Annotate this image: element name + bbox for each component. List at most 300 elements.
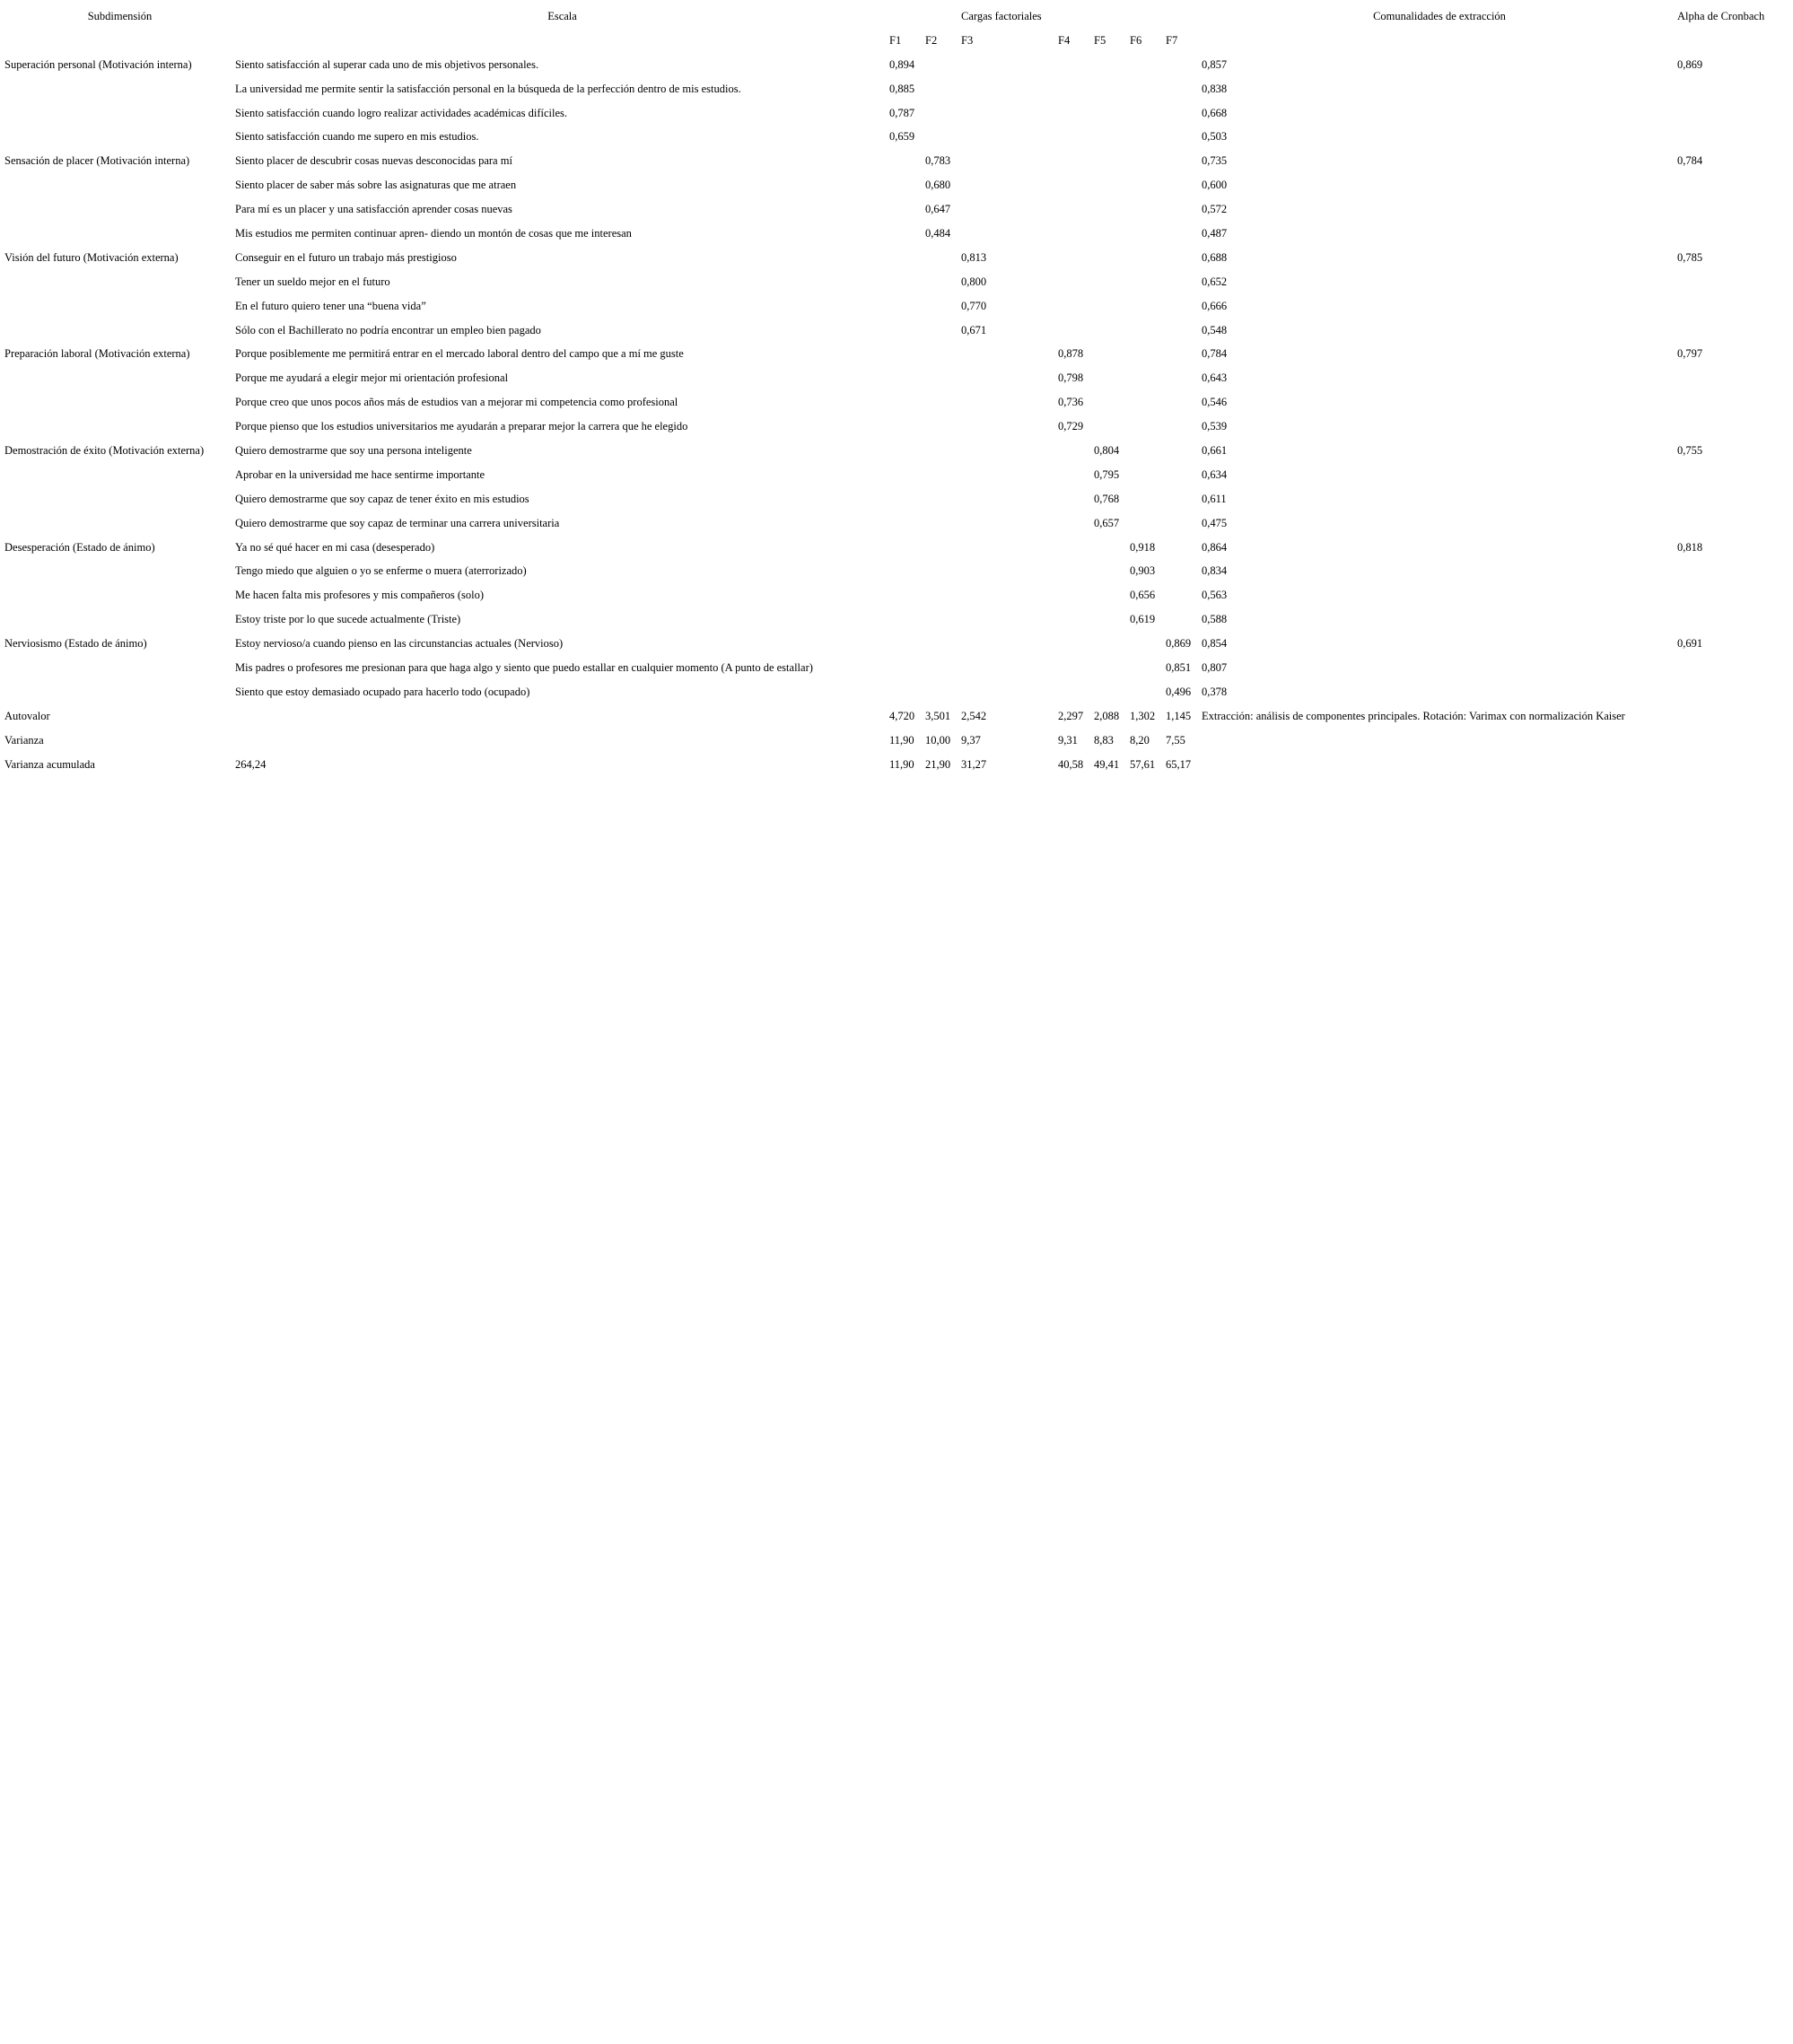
summary-f4-cell: 9,31 [1058,733,1078,747]
loading-f2-cell [925,634,961,659]
header-alpha: Alpha de Cronbach [1677,10,1765,22]
loading-f5-cell [1094,249,1130,273]
subdimension-cell [4,417,235,441]
loading-f7-cell [1166,441,1202,466]
loading-f1-cell [889,393,925,417]
loading-f7-cell [1166,176,1202,200]
loading-f5-cell: 0,804 [1094,444,1120,458]
summary-f3-cell: 9,37 [961,733,981,747]
loading-f1-cell [889,683,925,707]
loading-f3-cell [961,490,1058,514]
communality-cell: 0,600 [1202,179,1228,192]
loading-f5-cell [1094,224,1130,249]
loading-f2-cell [925,80,961,104]
table-row [4,586,1785,610]
header-scale: Escala [547,10,577,22]
loading-f6-cell [1130,273,1166,297]
loading-f2-cell [925,466,961,490]
scale-item-cell: Tengo miedo que alguien o yo se enferme o muera (aterrorizado) [235,564,527,578]
subdimension-cell [4,369,235,393]
loading-f7-cell [1166,80,1202,104]
loading-f1-cell [889,200,925,224]
table-row [4,562,1785,586]
communality-cell: 0,857 [1202,57,1228,71]
loading-f1-cell [889,466,925,490]
loading-f6-cell [1130,321,1166,345]
communality-cell: 0,668 [1202,106,1228,119]
subdimension-cell [4,127,235,152]
subdimension-cell [4,273,235,297]
loading-f5-cell [1094,610,1130,634]
loading-f2-cell: 0,680 [925,179,951,192]
loading-f5-cell [1094,176,1130,200]
scale-item-cell: Tener un sueldo mejor en el futuro [235,275,390,288]
loading-f4-cell [1058,297,1094,321]
alpha-cell: 0,691 [1677,637,1703,651]
alpha-cell [1677,297,1785,321]
scale-item-cell: Mis padres o profesores me presionan para que haga algo y siento que puedo estallar en cualquier momento (A punto de estallar) [235,661,813,675]
alpha-cell [1677,466,1785,490]
loading-f5-cell: 0,657 [1094,516,1120,529]
subdimension-cell [4,514,235,538]
loading-f3-cell [961,441,1058,466]
loading-f2-cell [925,562,961,586]
loading-f2-cell [925,586,961,610]
subdimension-cell [4,104,235,128]
summary-f5-cell: 8,83 [1094,733,1114,747]
loading-f5-cell [1094,80,1130,104]
table-row [4,104,1785,128]
summary-f4-cell: 40,58 [1058,757,1084,771]
loading-f1-cell: 0,787 [889,106,915,119]
loading-f6-cell [1130,634,1166,659]
table-row [4,273,1785,297]
loading-f4-cell [1058,659,1094,683]
loading-f7-cell [1166,273,1202,297]
loading-f7-cell [1166,369,1202,393]
loading-f1-cell [889,369,925,393]
loading-f6-cell [1130,514,1166,538]
alpha-cell [1677,659,1785,683]
scale-item-cell: Me hacen falta mis profesores y mis compañeros (solo) [235,589,485,602]
summary-f1-cell: 11,90 [889,733,914,747]
loading-f5-cell [1094,393,1130,417]
summary-f1-cell: 11,90 [889,757,914,771]
alpha-cell [1677,393,1785,417]
loading-f7-cell [1166,127,1202,152]
subdimension-cell [4,659,235,683]
table-row [4,466,1785,490]
scale-item-cell: Porque creo que unos pocos años más de estudios van a mejorar mi competencia como profesional [235,396,678,409]
summary-f5-cell: 2,088 [1094,709,1120,722]
subdimension-cell [4,683,235,707]
summary-f2-cell: 10,00 [925,733,951,747]
loading-f3-cell [961,369,1058,393]
loading-f6-cell [1130,80,1166,104]
loading-f5-cell [1094,345,1130,369]
alpha-cell [1677,562,1785,586]
loading-f6-cell [1130,659,1166,683]
summary-f1-cell: 4,720 [889,709,915,722]
alpha-cell [1677,683,1785,707]
loading-f6-cell [1130,224,1166,249]
loading-f3-cell: 0,800 [961,275,987,288]
loading-f6-cell [1130,56,1166,80]
communality-cell: 0,854 [1202,637,1228,651]
loading-f4-cell [1058,586,1094,610]
subdimension-cell: Preparación laboral (Motivación externa) [4,347,190,361]
loading-f4-cell [1058,466,1094,490]
loading-f2-cell [925,297,961,321]
loading-f4-cell [1058,152,1094,176]
loading-f6-cell [1130,683,1166,707]
loading-f7-cell [1166,538,1202,563]
alpha-cell [1677,176,1785,200]
alpha-cell: 0,785 [1677,250,1703,264]
summary-f7-cell: 1,145 [1166,709,1192,722]
loading-f1-cell [889,273,925,297]
factor-header-row [4,31,1785,56]
loading-f2-cell [925,490,961,514]
loading-f3-cell: 0,813 [961,250,987,264]
table-row [4,538,1785,563]
alpha-cell [1677,273,1785,297]
loading-f4-cell [1058,224,1094,249]
summary-f7-cell: 65,17 [1166,757,1192,771]
loading-f6-cell [1130,104,1166,128]
subdimension-cell [4,224,235,249]
loading-f2-cell [925,345,961,369]
communality-cell: 0,652 [1202,275,1228,288]
table-row [4,369,1785,393]
loading-f3-cell: 0,671 [961,323,987,336]
loading-f3-cell [961,127,1058,152]
loading-f5-cell [1094,634,1130,659]
header-subdimension: Subdimensión [87,10,153,22]
table-row [4,200,1785,224]
loading-f4-cell [1058,490,1094,514]
summary-scale-cell: 264,24 [235,757,267,771]
header-f7: F7 [1166,33,1178,47]
loading-f5-cell [1094,152,1130,176]
alpha-cell [1677,104,1785,128]
loading-f4-cell [1058,683,1094,707]
loading-f2-cell [925,441,961,466]
scale-item-cell: Porque me ayudará a elegir mejor mi orientación profesional [235,371,509,385]
loading-f2-cell [925,514,961,538]
loading-f4-cell: 0,878 [1058,347,1084,361]
loading-f4-cell: 0,729 [1058,420,1084,433]
loading-f2-cell: 0,647 [925,203,951,216]
alpha-cell [1677,127,1785,152]
summary-label: Varianza acumulada [4,757,95,771]
loading-f3-cell [961,345,1058,369]
loading-f4-cell [1058,634,1094,659]
alpha-cell [1677,490,1785,514]
loading-f4-cell [1058,321,1094,345]
header-row [4,7,1785,31]
loading-f2-cell [925,273,961,297]
loading-f2-cell [925,56,961,80]
loading-f6-cell [1130,441,1166,466]
summary-f7-cell: 7,55 [1166,733,1185,747]
header-f4: F4 [1058,33,1071,47]
loading-f4-cell [1058,441,1094,466]
alpha-cell [1677,610,1785,634]
scale-item-cell: Estoy triste por lo que sucede actualmente (Triste) [235,613,461,626]
loading-f7-cell [1166,249,1202,273]
loading-f4-cell [1058,249,1094,273]
loading-f6-cell [1130,369,1166,393]
table-row [4,634,1785,659]
table-row [4,56,1785,80]
header-f6: F6 [1130,33,1142,47]
loading-f1-cell: 0,885 [889,82,915,95]
alpha-cell [1677,586,1785,610]
loading-f4-cell [1058,562,1094,586]
scale-item-cell: Quiero demostrarme que soy capaz de tener éxito en mis estudios [235,492,529,505]
loading-f5-cell [1094,683,1130,707]
communality-cell: 0,838 [1202,82,1228,95]
alpha-cell [1677,417,1785,441]
loading-f1-cell [889,417,925,441]
scale-item-cell: Estoy nervioso/a cuando pienso en las circunstancias actuales (Nervioso) [235,637,564,651]
loading-f7-cell [1166,152,1202,176]
loading-f5-cell [1094,273,1130,297]
communality-cell: 0,503 [1202,130,1228,144]
alpha-cell: 0,797 [1677,347,1703,361]
loading-f5-cell [1094,104,1130,128]
communality-cell: 0,487 [1202,227,1228,240]
loading-f3-cell [961,393,1058,417]
header-factor-loadings: Cargas factoriales [961,10,1042,22]
loading-f1-cell [889,249,925,273]
table-row [4,490,1785,514]
communality-cell: 0,572 [1202,203,1228,216]
loading-f4-cell [1058,176,1094,200]
loading-f1-cell [889,176,925,200]
table-row [4,321,1785,345]
subdimension-cell [4,562,235,586]
loading-f3-cell [961,586,1058,610]
loading-f7-cell [1166,586,1202,610]
table-row [4,417,1785,441]
communality-cell: 0,475 [1202,516,1228,529]
summary-scale-cell [235,707,889,731]
loading-f3-cell [961,152,1058,176]
loading-f3-cell [961,634,1058,659]
header-communalities: Comunalidades de extracción [1373,10,1506,22]
scale-item-cell: Ya no sé qué hacer en mi casa (desesperado) [235,540,435,554]
loading-f6-cell [1130,393,1166,417]
table-row [4,249,1785,273]
communality-cell: 0,588 [1202,613,1228,626]
communality-cell: 0,666 [1202,299,1228,312]
loading-f1-cell [889,538,925,563]
loading-f1-cell [889,321,925,345]
loading-f6-cell [1130,345,1166,369]
scale-item-cell: Siento placer de descubrir cosas nuevas desconocidas para mí [235,154,512,168]
loading-f3-cell [961,417,1058,441]
loading-f5-cell: 0,768 [1094,492,1120,505]
loading-f7-cell [1166,104,1202,128]
loading-f3-cell [961,224,1058,249]
loading-f7-cell [1166,56,1202,80]
loading-f7-cell: 0,496 [1166,685,1192,698]
summary-note [1202,756,1785,780]
scale-item-cell: Aprobar en la universidad me hace sentirme importante [235,467,485,481]
loading-f3-cell [961,104,1058,128]
loading-f1-cell [889,152,925,176]
scale-item-cell: Sólo con el Bachillerato no podría encontrar un empleo bien pagado [235,323,541,336]
table-row [4,683,1785,707]
loading-f3-cell [961,56,1058,80]
loading-f4-cell [1058,127,1094,152]
loading-f6-cell: 0,619 [1130,613,1156,626]
loading-f2-cell [925,127,961,152]
loading-f7-cell [1166,345,1202,369]
summary-row [4,707,1785,731]
alpha-cell [1677,224,1785,249]
subdimension-cell [4,586,235,610]
subdimension-cell: Visión del futuro (Motivación externa) [4,250,179,264]
loading-f3-cell [961,176,1058,200]
table-row [4,127,1785,152]
loading-f6-cell [1130,152,1166,176]
loading-f1-cell: 0,894 [889,57,915,71]
header-f2: F2 [925,33,938,47]
loading-f2-cell [925,393,961,417]
table-row [4,80,1785,104]
loading-f5-cell [1094,538,1130,563]
loading-f1-cell [889,224,925,249]
summary-f2-cell: 21,90 [925,757,951,771]
communality-cell: 0,688 [1202,250,1228,264]
summary-f2-cell: 3,501 [925,709,951,722]
summary-f3-cell: 2,542 [961,709,987,722]
communality-cell: 0,735 [1202,154,1228,168]
header-f3: F3 [961,33,974,47]
loading-f7-cell: 0,869 [1166,637,1192,651]
scale-item-cell: Siento satisfacción al superar cada uno de mis objetivos personales. [235,57,539,71]
loading-f1-cell [889,490,925,514]
loading-f6-cell: 0,918 [1130,540,1156,554]
loading-f5-cell [1094,369,1130,393]
table-row [4,441,1785,466]
loading-f4-cell [1058,514,1094,538]
loading-f5-cell [1094,417,1130,441]
scale-item-cell: Siento placer de saber más sobre las asignaturas que me atraen [235,179,517,192]
loading-f2-cell: 0,484 [925,227,951,240]
summary-f4-cell: 2,297 [1058,709,1084,722]
loading-f7-cell [1166,466,1202,490]
loading-f3-cell [961,80,1058,104]
summary-note: Extracción: análisis de componentes principales. Rotación: Varimax con normalización Kaiser [1202,709,1625,722]
loading-f7-cell: 0,851 [1166,661,1192,675]
subdimension-cell: Desesperación (Estado de ánimo) [4,540,155,554]
scale-item-cell: Porque pienso que los estudios universitarios me ayudarán a preparar mejor la carrera que he elegido [235,420,688,433]
loading-f2-cell [925,321,961,345]
alpha-cell: 0,755 [1677,444,1703,458]
communality-cell: 0,864 [1202,540,1228,554]
loading-f6-cell [1130,297,1166,321]
loading-f7-cell [1166,514,1202,538]
loading-f3-cell: 0,770 [961,299,987,312]
loading-f2-cell [925,683,961,707]
loading-f7-cell [1166,562,1202,586]
subdimension-cell [4,490,235,514]
loading-f1-cell [889,659,925,683]
scale-item-cell: Para mí es un placer y una satisfacción aprender cosas nuevas [235,203,512,216]
loading-f4-cell [1058,56,1094,80]
loading-f7-cell [1166,224,1202,249]
alpha-cell [1677,514,1785,538]
loading-f6-cell [1130,466,1166,490]
loading-f3-cell [961,200,1058,224]
subdimension-cell [4,80,235,104]
loading-f2-cell [925,659,961,683]
loading-f4-cell [1058,273,1094,297]
loading-f7-cell [1166,610,1202,634]
summary-label: Autovalor [4,709,50,722]
loading-f7-cell [1166,417,1202,441]
subdimension-cell [4,297,235,321]
alpha-cell: 0,818 [1677,540,1703,554]
loading-f4-cell [1058,104,1094,128]
table-row [4,297,1785,321]
loading-f2-cell [925,104,961,128]
scale-item-cell: Siento satisfacción cuando logro realizar actividades académicas difíciles. [235,106,567,119]
table-row [4,176,1785,200]
loading-f6-cell [1130,249,1166,273]
loading-f3-cell [961,610,1058,634]
loading-f1-cell [889,297,925,321]
loading-f3-cell [961,683,1058,707]
subdimension-cell [4,176,235,200]
loading-f7-cell [1166,393,1202,417]
alpha-cell: 0,784 [1677,154,1703,168]
table-row [4,514,1785,538]
communality-cell: 0,548 [1202,323,1228,336]
table-row [4,659,1785,683]
alpha-cell: 0,869 [1677,57,1703,71]
table-row [4,224,1785,249]
loading-f4-cell [1058,610,1094,634]
subdimension-cell [4,321,235,345]
loading-f2-cell [925,369,961,393]
loading-f1-cell [889,586,925,610]
table-row [4,610,1785,634]
communality-cell: 0,661 [1202,444,1228,458]
loading-f3-cell [961,538,1058,563]
loading-f3-cell [961,466,1058,490]
scale-item-cell: Siento satisfacción cuando me supero en mis estudios. [235,130,479,144]
loading-f5-cell [1094,321,1130,345]
summary-f6-cell: 1,302 [1130,709,1156,722]
loading-f3-cell [961,562,1058,586]
subdimension-cell [4,200,235,224]
loading-f1-cell [889,345,925,369]
summary-f6-cell: 57,61 [1130,757,1156,771]
loading-f6-cell: 0,656 [1130,589,1156,602]
scale-item-cell: En el futuro quiero tener una “buena vida” [235,299,426,312]
loading-f5-cell [1094,659,1130,683]
summary-f5-cell: 49,41 [1094,757,1120,771]
scale-item-cell: Quiero demostrarme que soy capaz de terminar una carrera universitaria [235,516,560,529]
loading-f2-cell [925,610,961,634]
communality-cell: 0,563 [1202,589,1228,602]
loading-f6-cell: 0,903 [1130,564,1156,578]
